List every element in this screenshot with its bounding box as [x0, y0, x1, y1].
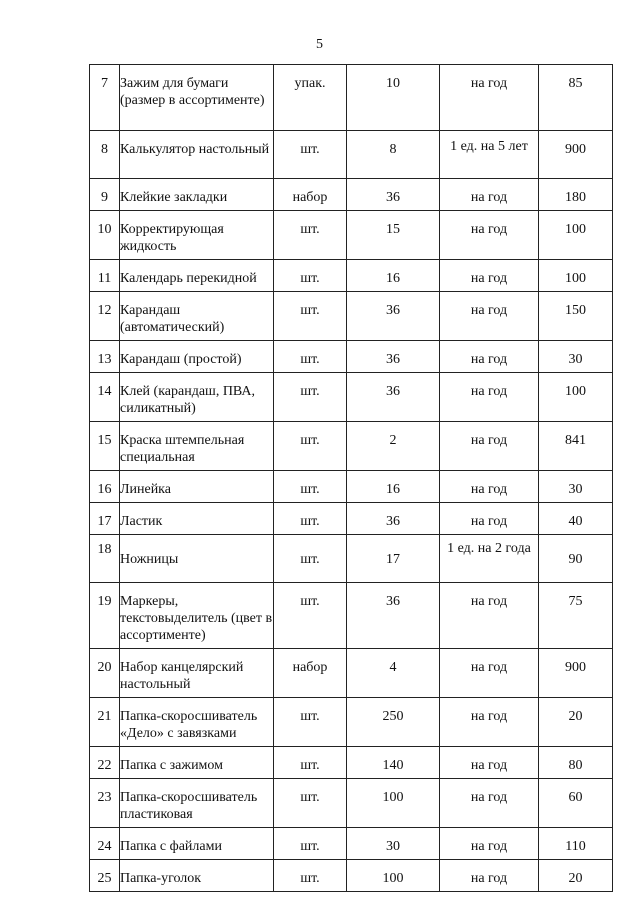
- row-number: 16: [90, 471, 120, 503]
- item-period: на год: [440, 503, 539, 535]
- item-quantity: 15: [347, 211, 440, 260]
- item-unit: шт.: [274, 341, 347, 373]
- item-unit: шт.: [274, 583, 347, 649]
- item-unit: набор: [274, 179, 347, 211]
- item-name: Папка-скоросшиватель «Дело» с завязками: [120, 698, 274, 747]
- item-quantity: 100: [347, 779, 440, 828]
- table-row: [90, 131, 613, 179]
- item-name: Зажим для бумаги (размер в ассортименте): [120, 65, 274, 131]
- item-quantity: 4: [347, 649, 440, 698]
- item-name: Линейка: [120, 471, 274, 503]
- table-row: [90, 373, 613, 422]
- item-name: Корректирующая жидкость: [120, 211, 274, 260]
- item-price: 75: [539, 583, 613, 649]
- item-quantity: 140: [347, 747, 440, 779]
- table-row: [90, 649, 613, 698]
- item-unit: шт.: [274, 373, 347, 422]
- item-unit: шт.: [274, 779, 347, 828]
- item-unit: шт.: [274, 131, 347, 179]
- row-number: 9: [90, 179, 120, 211]
- table-row: [90, 341, 613, 373]
- item-name: Калькулятор настольный: [120, 131, 274, 179]
- page-number: 5: [316, 37, 323, 52]
- table-row: [90, 211, 613, 260]
- item-price: 100: [539, 373, 613, 422]
- row-number: 20: [90, 649, 120, 698]
- row-number: 13: [90, 341, 120, 373]
- item-price: 110: [539, 828, 613, 860]
- item-name: Клей (карандаш, ПВА, силикатный): [120, 373, 274, 422]
- item-quantity: 36: [347, 503, 440, 535]
- item-period: на год: [440, 373, 539, 422]
- row-number: 15: [90, 422, 120, 471]
- item-name: Календарь перекидной: [120, 260, 274, 292]
- table-row: [90, 747, 613, 779]
- table-row: [90, 860, 613, 892]
- item-quantity: 16: [347, 471, 440, 503]
- item-unit: упак.: [274, 65, 347, 131]
- item-period: 1 ед. на 5 лет: [440, 131, 539, 179]
- supplies-table: [89, 64, 613, 892]
- item-unit: шт.: [274, 860, 347, 892]
- item-quantity: 8: [347, 131, 440, 179]
- item-name: Краска штемпельная специальная: [120, 422, 274, 471]
- table-row: [90, 471, 613, 503]
- item-price: 150: [539, 292, 613, 341]
- item-period: на год: [440, 649, 539, 698]
- item-unit: набор: [274, 649, 347, 698]
- item-price: 20: [539, 698, 613, 747]
- item-period: 1 ед. на 2 года: [440, 535, 539, 583]
- item-period: на год: [440, 747, 539, 779]
- table-row: [90, 179, 613, 211]
- item-price: 100: [539, 260, 613, 292]
- table-row: [90, 292, 613, 341]
- item-unit: шт.: [274, 503, 347, 535]
- item-period: на год: [440, 341, 539, 373]
- table-row: [90, 698, 613, 747]
- row-number: 19: [90, 583, 120, 649]
- item-quantity: 36: [347, 583, 440, 649]
- item-quantity: 36: [347, 292, 440, 341]
- item-name: Папка-уголок: [120, 860, 274, 892]
- item-name: Ластик: [120, 503, 274, 535]
- row-number: 14: [90, 373, 120, 422]
- item-price: 30: [539, 341, 613, 373]
- item-quantity: 30: [347, 828, 440, 860]
- item-unit: шт.: [274, 698, 347, 747]
- item-period: на год: [440, 211, 539, 260]
- item-quantity: 16: [347, 260, 440, 292]
- row-number: 25: [90, 860, 120, 892]
- item-period: на год: [440, 292, 539, 341]
- item-price: 40: [539, 503, 613, 535]
- row-number: 23: [90, 779, 120, 828]
- item-unit: шт.: [274, 747, 347, 779]
- row-number: 10: [90, 211, 120, 260]
- item-quantity: 2: [347, 422, 440, 471]
- item-period: на год: [440, 860, 539, 892]
- row-number: 24: [90, 828, 120, 860]
- item-name: Папка-скоросшиватель пластиковая: [120, 779, 274, 828]
- item-price: 180: [539, 179, 613, 211]
- item-name: Ножницы: [120, 535, 274, 583]
- item-period: на год: [440, 698, 539, 747]
- item-period: на год: [440, 583, 539, 649]
- table-row: [90, 779, 613, 828]
- row-number: 21: [90, 698, 120, 747]
- item-price: 80: [539, 747, 613, 779]
- item-period: на год: [440, 422, 539, 471]
- item-unit: шт.: [274, 471, 347, 503]
- table-row: [90, 535, 613, 583]
- item-unit: шт.: [274, 535, 347, 583]
- table-row: [90, 503, 613, 535]
- table-row: [90, 828, 613, 860]
- row-number: 22: [90, 747, 120, 779]
- item-price: 30: [539, 471, 613, 503]
- item-period: на год: [440, 260, 539, 292]
- item-period: на год: [440, 471, 539, 503]
- row-number: 12: [90, 292, 120, 341]
- item-unit: шт.: [274, 422, 347, 471]
- item-price: 100: [539, 211, 613, 260]
- item-name: Карандаш (простой): [120, 341, 274, 373]
- row-number: 18: [90, 535, 120, 583]
- row-number: 17: [90, 503, 120, 535]
- item-unit: шт.: [274, 211, 347, 260]
- item-name: Карандаш (автоматический): [120, 292, 274, 341]
- item-period: на год: [440, 179, 539, 211]
- item-name: Клейкие закладки: [120, 179, 274, 211]
- row-number: 8: [90, 131, 120, 179]
- item-quantity: 36: [347, 179, 440, 211]
- item-quantity: 17: [347, 535, 440, 583]
- item-quantity: 10: [347, 65, 440, 131]
- item-unit: шт.: [274, 292, 347, 341]
- item-price: 841: [539, 422, 613, 471]
- item-quantity: 100: [347, 860, 440, 892]
- table-row: [90, 65, 613, 131]
- item-price: 900: [539, 649, 613, 698]
- item-name: Папка с зажимом: [120, 747, 274, 779]
- table-row: [90, 260, 613, 292]
- item-period: на год: [440, 65, 539, 131]
- item-price: 20: [539, 860, 613, 892]
- item-quantity: 36: [347, 373, 440, 422]
- item-period: на год: [440, 828, 539, 860]
- row-number: 11: [90, 260, 120, 292]
- item-unit: шт.: [274, 260, 347, 292]
- item-name: Папка с файлами: [120, 828, 274, 860]
- table-row: [90, 422, 613, 471]
- item-period: на год: [440, 779, 539, 828]
- item-name: Маркеры, текстовыделитель (цвет в ассортименте): [120, 583, 274, 649]
- row-number: 7: [90, 65, 120, 131]
- item-quantity: 36: [347, 341, 440, 373]
- item-price: 90: [539, 535, 613, 583]
- item-quantity: 250: [347, 698, 440, 747]
- item-price: 900: [539, 131, 613, 179]
- item-price: 60: [539, 779, 613, 828]
- item-name: Набор канцелярский настольный: [120, 649, 274, 698]
- item-price: 85: [539, 65, 613, 131]
- item-unit: шт.: [274, 828, 347, 860]
- table-row: [90, 583, 613, 649]
